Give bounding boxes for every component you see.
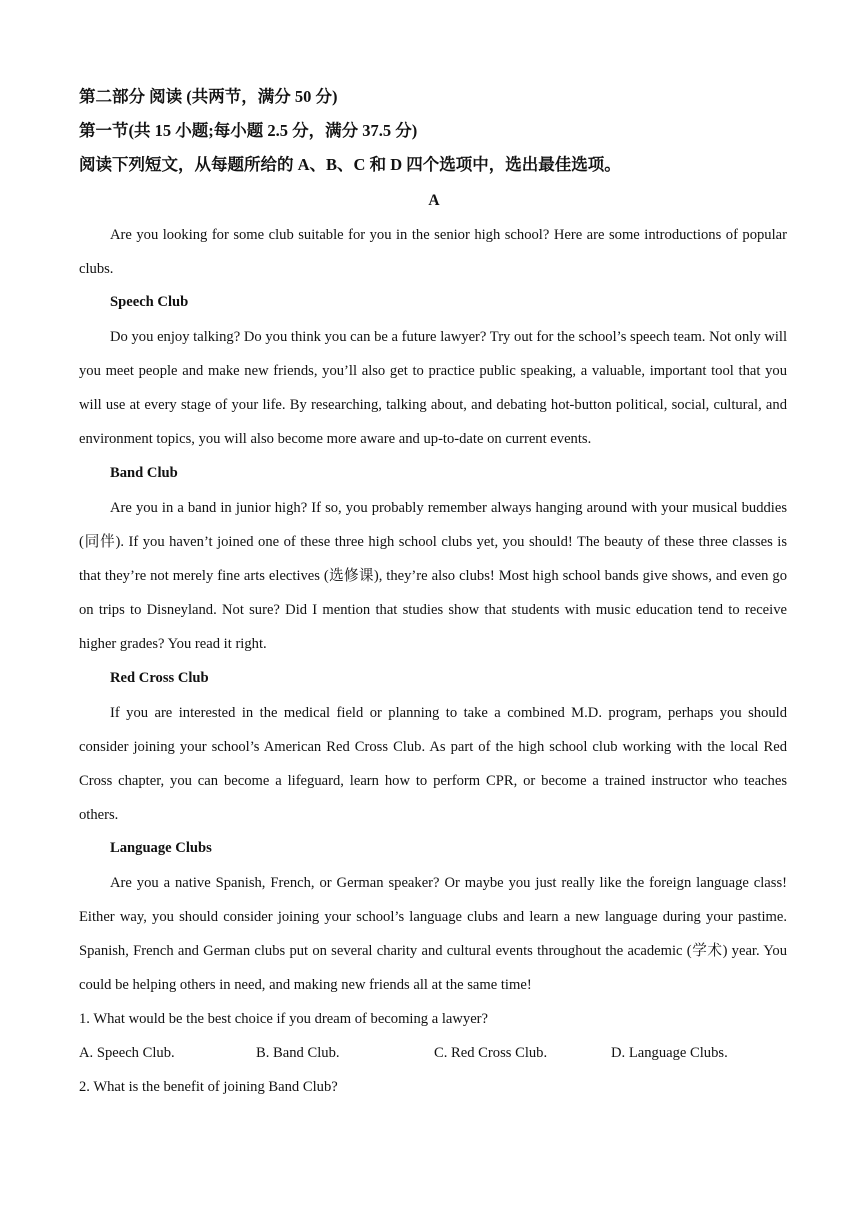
section-body-language-clubs <box>79 866 787 1002</box>
speech-club-paragraph: Do you enjoy talking? Do you think you can be a future lawyer? Try out for the school’s speech team. Not only will you meet people and make new friends, you’ll also get to practice public speaking, a valuable, important tool that you will use at every stage of your life. By researching, talking about, and debating hot-button political, social, cultural, and environment topics, you will also become more aware and up-to-date on current events. <box>79 329 787 448</box>
section-title-speech-club: Speech Club <box>110 294 189 310</box>
question-1-option-d[interactable]: D. Language Clubs. <box>611 1045 728 1061</box>
section-heading: 第一节(共 15 小题;每小题 2.5 分，满分 37.5 分) <box>79 121 418 140</box>
section-body-red-cross-club <box>79 696 787 832</box>
question-2-stem: 2. What is the benefit of joining Band Club? <box>79 1079 338 1095</box>
instruction-text: 阅读下列短文，从每题所给的 A、B、C 和 D 四个选项中，选出最佳选项。 <box>79 155 621 174</box>
question-1-options <box>0 1043 868 1063</box>
red-cross-club-paragraph: If you are interested in the medical field or planning to take a combined M.D. program, perhaps you should consider joining your school’s American Red Cross Club. As part of the high school club working with the local Red Cross chapter, you can become a lifeguard, learn how to perform CPR, or become a trained instructor who teaches others. <box>79 705 787 824</box>
section-title-language-clubs: Language Clubs <box>110 840 212 856</box>
section-body-band-club <box>79 491 787 661</box>
language-clubs-paragraph: Are you a native Spanish, French, or German speaker? Or maybe you just really like the foreign language class! Either way, you should consider joining your school’s language clubs and learn a new language during your pastime. Spanish, French and German clubs put on several charity and cultural events throughout the academic (学术) year. You could be helping others in need, and making new friends all at the same time! <box>79 875 787 994</box>
intro-paragraph: Are you looking for some club suitable for you in the senior high school? Here are some introductions of popular clubs. <box>79 227 787 278</box>
question-1-option-b[interactable]: B. Band Club. <box>256 1045 340 1061</box>
section-body-speech-club <box>79 320 787 456</box>
question-1-option-a[interactable]: A. Speech Club. <box>79 1045 175 1061</box>
band-club-paragraph: Are you in a band in junior high? If so, you probably remember always hanging around with your musical buddies (同伴). If you haven’t joined one of these three high school clubs yet, you should! The beauty of these three classes is that they’re not merely fine arts electives (选修课), they’re also clubs! Most high school bands give shows, and even go on trips to Disneyland. Not sure? Did I mention that studies show that students with music education tend to receive higher grades? You read it right. <box>79 500 787 653</box>
passage-intro <box>79 218 787 286</box>
question-1-stem: 1. What would be the best choice if you dream of becoming a lawyer? <box>79 1011 489 1027</box>
question-1-option-c[interactable]: C. Red Cross Club. <box>434 1045 548 1061</box>
section-title-band-club: Band Club <box>110 465 178 481</box>
passage-label: A <box>428 192 440 209</box>
part-heading: 第二部分 阅读 (共两节，满分 50 分) <box>79 87 338 106</box>
section-title-red-cross-club: Red Cross Club <box>110 670 209 686</box>
